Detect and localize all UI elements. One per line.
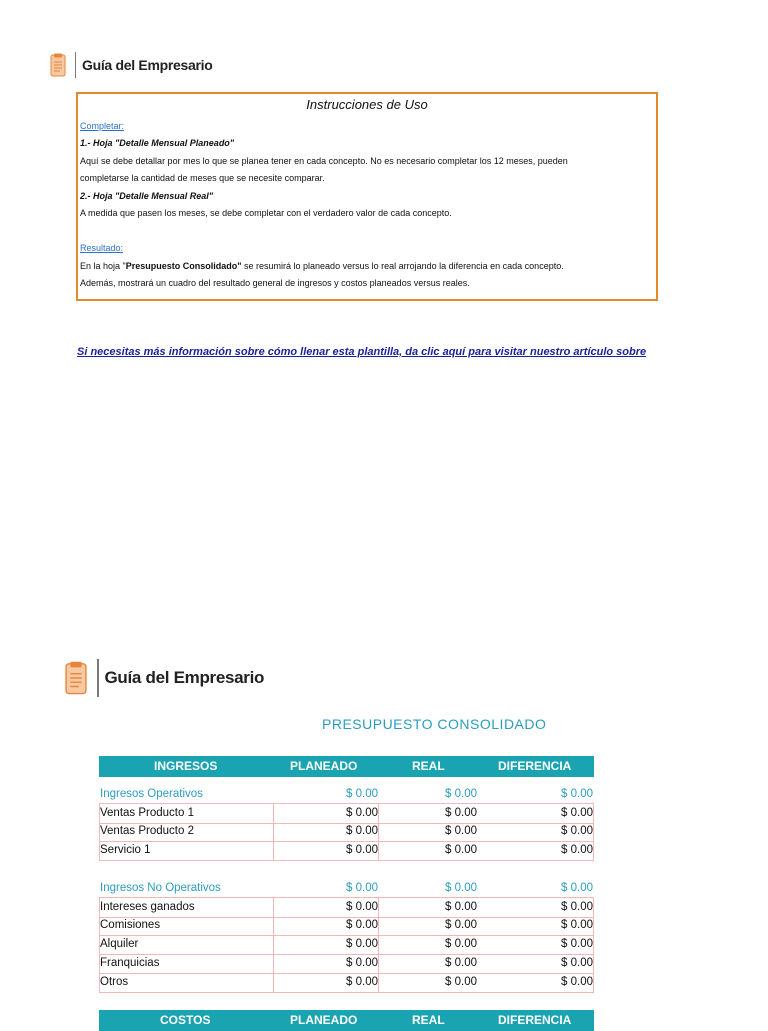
row-label: Ventas Producto 2 — [100, 825, 194, 837]
planeado-cell[interactable]: $ 0.00 — [346, 844, 378, 856]
header-planeado: PLANEADO — [290, 759, 358, 773]
real-cell[interactable]: $ 0.00 — [445, 919, 477, 931]
planeado-value: $ 0.00 — [346, 788, 378, 800]
diferencia-cell: $ 0.00 — [561, 825, 593, 837]
notebook-icon — [64, 661, 88, 695]
diferencia-cell: $ 0.00 — [561, 976, 593, 988]
header-diferencia: DIFERENCIA — [498, 1013, 572, 1027]
row-label: Ventas Producto 1 — [100, 807, 194, 819]
header-real: REAL — [412, 759, 445, 773]
planeado-value: $ 0.00 — [346, 882, 378, 894]
planeado-cell[interactable]: $ 0.00 — [346, 901, 378, 913]
row-label: Comisiones — [100, 919, 161, 931]
real-value: $ 0.00 — [445, 788, 477, 800]
diferencia-cell: $ 0.00 — [561, 957, 593, 969]
table-row[interactable] — [99, 803, 594, 824]
diferencia-value: $ 0.00 — [561, 882, 593, 894]
section-row-operativos — [99, 785, 594, 804]
result-text-b: Además, mostrará un cuadro del resultado general de ingresos y costos planeados versus reales. — [80, 278, 470, 289]
logo-divider — [97, 659, 99, 697]
section-label: Ingresos Operativos — [100, 788, 203, 800]
header-ingresos: INGRESOS — [154, 759, 218, 773]
planeado-cell[interactable]: $ 0.00 — [346, 807, 378, 819]
planeado-cell[interactable]: $ 0.00 — [346, 919, 378, 931]
step2-text: A medida que pasen los meses, se debe completar con el verdadero valor de cada concepto. — [80, 207, 452, 218]
real-cell[interactable]: $ 0.00 — [445, 938, 477, 950]
real-cell[interactable]: $ 0.00 — [445, 825, 477, 837]
row-label: Otros — [100, 976, 129, 988]
section-row-no-operativos — [99, 879, 594, 898]
diferencia-cell: $ 0.00 — [561, 919, 593, 931]
planeado-cell[interactable]: $ 0.00 — [346, 957, 378, 969]
table-row[interactable] — [99, 841, 594, 861]
real-cell[interactable]: $ 0.00 — [445, 976, 477, 988]
planeado-cell[interactable]: $ 0.00 — [346, 938, 378, 950]
header-costos: COSTOS — [160, 1013, 211, 1027]
planeado-cell[interactable]: $ 0.00 — [346, 825, 378, 837]
diferencia-cell: $ 0.00 — [561, 844, 593, 856]
planeado-cell[interactable]: $ 0.00 — [346, 976, 378, 988]
section-label: Ingresos No Operativos — [100, 882, 221, 894]
table-row[interactable] — [99, 822, 594, 842]
diferencia-cell: $ 0.00 — [561, 938, 593, 950]
table-row[interactable] — [99, 897, 594, 918]
real-cell[interactable]: $ 0.00 — [445, 957, 477, 969]
real-cell[interactable]: $ 0.00 — [445, 901, 477, 913]
header-real: REAL — [412, 1013, 445, 1027]
instructions-box — [76, 92, 658, 301]
real-cell[interactable]: $ 0.00 — [445, 807, 477, 819]
brand-logo-large — [64, 659, 264, 697]
notebook-icon — [50, 53, 66, 77]
step2-title: 2.- Hoja "Detalle Mensual Real" — [80, 190, 214, 201]
row-label: Servicio 1 — [100, 844, 151, 856]
real-cell[interactable]: $ 0.00 — [445, 844, 477, 856]
diferencia-cell: $ 0.00 — [561, 901, 593, 913]
table-row[interactable] — [99, 935, 594, 955]
sheet-title: PRESUPUESTO CONSOLIDADO — [322, 716, 547, 732]
table-row[interactable] — [99, 973, 594, 993]
header-planeado: PLANEADO — [290, 1013, 358, 1027]
logo-divider — [75, 52, 76, 78]
ingresos-header-row — [99, 756, 594, 777]
row-label: Alquiler — [100, 938, 139, 950]
real-value: $ 0.00 — [445, 882, 477, 894]
diferencia-value: $ 0.00 — [561, 788, 593, 800]
costos-header-row — [99, 1010, 594, 1031]
brand-name: Guía del Empresario — [104, 668, 265, 687]
table-row[interactable] — [99, 954, 594, 974]
instructions-title: Instrucciones de Uso — [306, 97, 428, 112]
table-row[interactable] — [99, 916, 594, 936]
completar-label[interactable]: Completar: — [80, 121, 125, 131]
more-info-link[interactable]: Si necesitas más información sobre cómo llenar esta plantilla, da clic aquí para visitar nuestro artículo sobre — [77, 346, 647, 358]
step1-text-b: completarse la cantidad de meses que se necesite comparar. — [80, 173, 325, 184]
row-label: Franquicias — [100, 957, 160, 969]
step1-text-a: Aquí se debe detallar por mes lo que se planea tener en cada concepto. No es necesario completar los 12 meses, pueden — [80, 155, 568, 166]
brand-logo — [50, 52, 212, 78]
brand-name: Guía del Empresario — [82, 57, 213, 73]
diferencia-cell: $ 0.00 — [561, 807, 593, 819]
result-text-a: En la hoja "Presupuesto Consolidado" se resumirá lo planeado versus lo real arrojando la diferencia en cada concepto. — [80, 260, 564, 271]
header-diferencia: DIFERENCIA — [498, 759, 572, 773]
resultado-label[interactable]: Resultado: — [80, 243, 124, 254]
row-label: Intereses ganados — [100, 901, 195, 913]
step1-title: 1.- Hoja "Detalle Mensual Planeado" — [80, 138, 235, 149]
